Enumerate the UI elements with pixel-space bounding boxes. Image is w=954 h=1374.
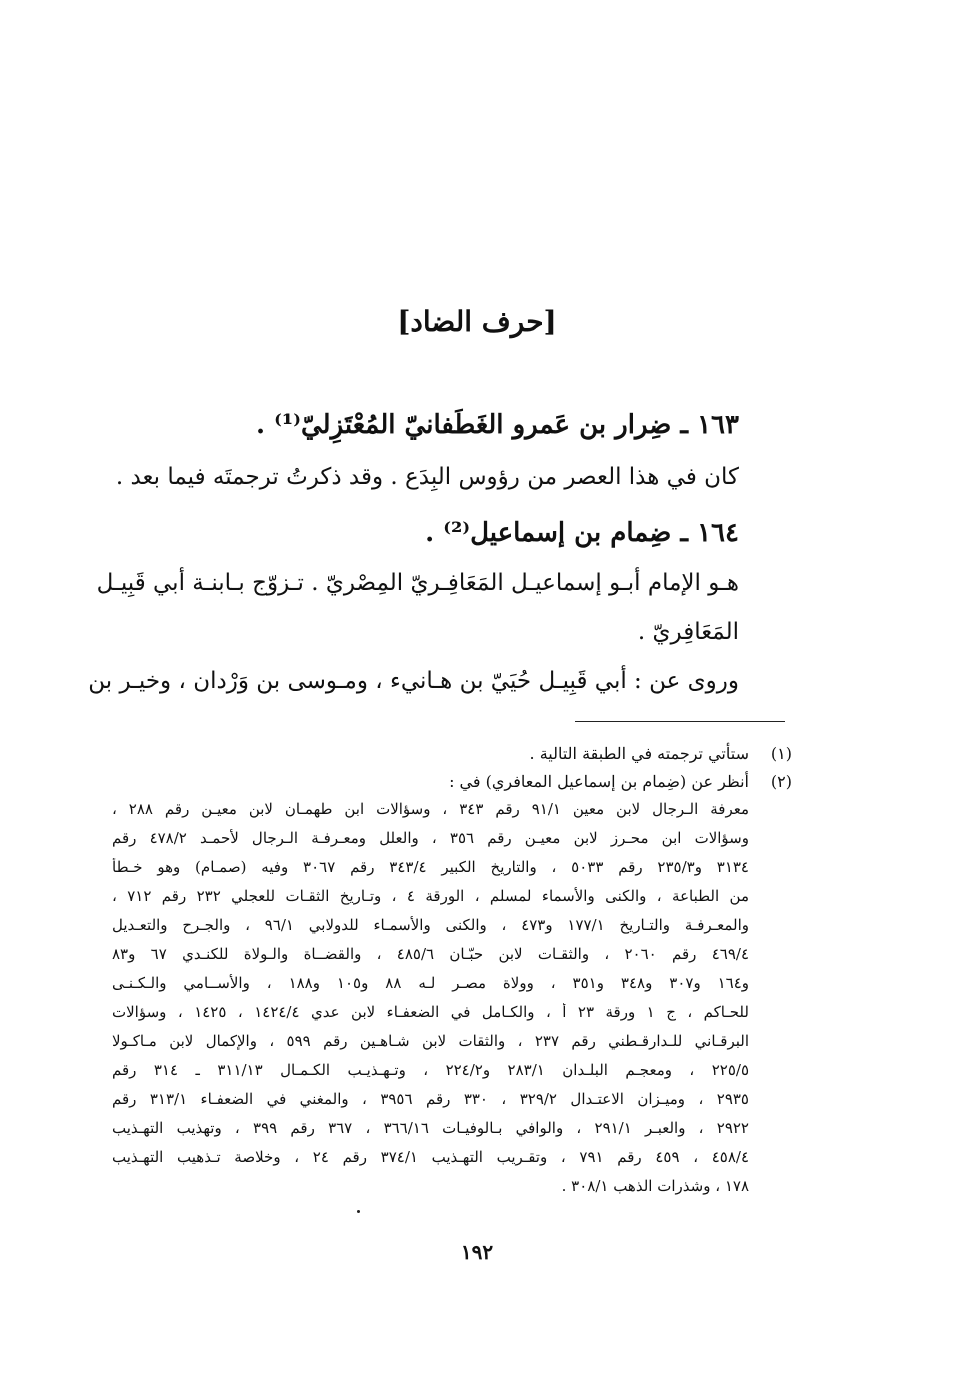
entry-164-line-1: هـو الإمام أبـو إسماعيـل المَعَافِـريّ المِصْريّ . تـزوّج بـابنـة أبي قَبِيـل [96, 570, 739, 596]
footnote-1-number: (١) [770, 744, 792, 763]
page-number: ١٩٢ [460, 1240, 494, 1264]
footnote-2-line: والمعـرفـة والتـاريخ ١٧٧/١ و٤٧٣ ، والكنى والأسمـاء للدولابي ٩٦/١ ، والجـرح والتعـديل [112, 916, 749, 934]
footnote-1-text: ستأتي ترجمته في الطبقة التالية . [529, 744, 749, 763]
entry-163-line-1: كان في هذا العصر من رؤوس البِدَع . وقد ذكرتُ ترجمتَه فيما بعد . [115, 464, 739, 490]
section-heading: [حرف الضاد] [397, 305, 557, 338]
footnote-2-line: ١٧٨ ، وشذرات الذهب ٣٠٨/١ . [561, 1177, 749, 1195]
footnote-2-line: ٤٦٩/٤ رقم ٢٠٦٠ ، والثقـات لابن حبّـان ٤٨٥/٦ ، والقضــاة والـولاة للكنـدي ٦٧ و٨٣ [112, 945, 749, 963]
footnote-2-line: من الطباعة ، والكنى والأسماء لمسلم ، الورقة ٤ ، وتـاريخ الثقـات للعجلي ٢٣٢ رقم ٧١٢ ، [112, 887, 749, 905]
footnote-2-line: ٢٩٢٢ ، والعبـر ٢٩١/١ ، والوافي بـالوفيـات ٣٦٦/١٦ ، ٣٦٧ رقم ٣٩٩ ، وتهذيب التهـذيب [112, 1119, 749, 1137]
entry-164-line-2: المَعَافِريّ . [637, 619, 739, 645]
footnote-2-line: ٢٢٥/٥ ، ومعجـم البلـدان ٢٨٣/١ و٢٢٤/٢ ، وتـهـذيـب الكـمـال ٣١١/١٣ ـ ٣١٤ رقم [112, 1061, 749, 1079]
footnote-separator [575, 721, 785, 722]
entry-164-line-3: وروى عن : أبي قَبِيـل حُيَيّ بن هـانيء ، ومـوسى بن وَرْدان ، وخيـر بن [88, 668, 739, 694]
footnote-2-line: معرفة الـرجال لابن معين ٩١/١ رقم ٣٤٣ ، وسؤالات ابن طهمـان لابن معيـن رقم ٢٨٨ ، [112, 800, 749, 818]
footnote-2-line: ٢٩٣٥ ، وميـزان الاعتـدال ٣٢٩/٢ ، ٣٣٠ رقم ٣٩٥٦ ، والمغني في الضعفـاء ٣١٣/١ رقم [112, 1090, 749, 1108]
footnote-2-line: و١٦٤ و٣٠٧ و٣٤٨ و٣٥١ ، وولاة مصـر لـه ٨٨ و١٠٥ و١٨٨ ، والأســامي والـكـنـى [112, 974, 749, 992]
footnote-2-line: للحـاكم ، ج ١ ورقة ٢٣ أ ، والكـامل في الضعفـاء لابن عدي ١٤٢٤/٤ ، ١٤٢٥ ، وسؤالات [112, 1003, 749, 1021]
ink-speck [357, 1210, 360, 1213]
footnote-2-intro: أنظر عن (ضِمام بن إسماعيل المعافري) في : [449, 772, 749, 791]
entry-title-163: ١٦٣ ـ ضِرار بن عَمرو الغَطَفانيّ المُعْتَزِليّ⁽¹⁾ . [255, 410, 739, 440]
footnote-2-line: وسؤالات ابن محـرز لابن معيـن رقم ٣٥٦ ، والعلل ومعـرفـة الـرجال لأحمـد ٤٧٨/٢ رقم [112, 829, 749, 847]
footnote-2-line: البرقـاني للـدارقـطني رقم ٢٣٧ ، والثقات لابن شـاهـين رقم ٥٩٩ ، والإكمال لابن مـاكـولا [112, 1032, 749, 1050]
footnote-2-line: ٣١٣٤ و٢٣٥/٣ رقم ٥٠٣٣ ، والتاريخ الكبير ٣٤٣/٤ رقم ٣٠٦٧ وفيه (صمـام) وهو خـطأ [112, 858, 749, 876]
footnote-2-line: ٤٥٨/٤ ، ٤٥٩ رقم ٧٩١ ، وتقـريب التهـذيب ٣٧٤/١ رقم ٢٤ ، وخلاصة تـذهيب التهـذيب [112, 1148, 749, 1166]
footnote-2-number: (٢) [770, 772, 792, 791]
entry-title-164: ١٦٤ ـ ضِمام بن إسماعيل⁽²⁾ . [425, 518, 739, 548]
